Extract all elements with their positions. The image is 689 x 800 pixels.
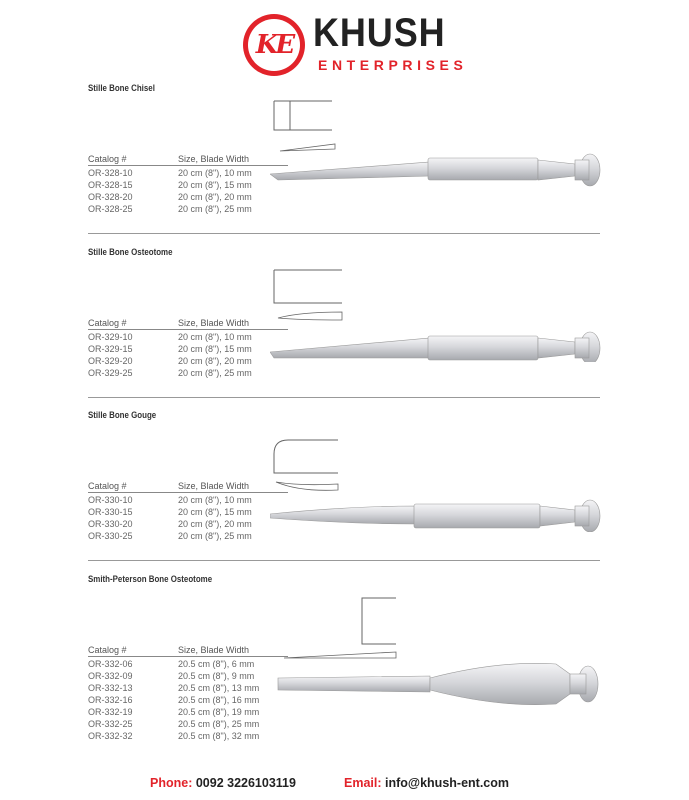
table-row <box>88 530 288 542</box>
logo-mark: KE <box>248 19 300 71</box>
size-value: 20.5 cm (8"), 13 mm <box>178 683 260 693</box>
catalog-number: OR-329-10 <box>88 332 133 342</box>
catalog-number: OR-328-25 <box>88 204 133 214</box>
phone-number: 0092 3226103119 <box>195 776 296 790</box>
size-value: 20 cm (8"), 20 mm <box>178 356 252 366</box>
table-row <box>88 179 288 191</box>
catalog-header: Catalog # <box>88 481 127 491</box>
size-header: Size, Blade Width <box>178 481 250 491</box>
catalog-header: Catalog # <box>88 645 127 655</box>
size-value: 20 cm (8"), 15 mm <box>178 180 252 190</box>
size-value: 20.5 cm (8"), 16 mm <box>178 695 260 705</box>
section-divider <box>88 233 600 234</box>
catalog-table-gouge <box>88 480 288 542</box>
table-header <box>88 153 288 166</box>
size-value: 20.5 cm (8"), 32 mm <box>178 731 260 741</box>
catalog-number: OR-332-09 <box>88 671 133 681</box>
size-value: 20 cm (8"), 25 mm <box>178 204 252 214</box>
catalog-number: OR-332-32 <box>88 731 133 741</box>
table-row <box>88 670 288 682</box>
size-value: 20.5 cm (8"), 6 mm <box>178 659 255 669</box>
table-row <box>88 343 288 355</box>
footer-phone <box>150 776 296 790</box>
catalog-number: OR-332-25 <box>88 719 133 729</box>
section-title-osteotome: Stille Bone Osteotome <box>88 247 173 257</box>
catalog-number: OR-330-25 <box>88 531 133 541</box>
catalog-number: OR-332-06 <box>88 659 133 669</box>
section-title-chisel: Stille Bone Chisel <box>88 83 155 93</box>
catalog-number: OR-328-10 <box>88 168 133 178</box>
size-value: 20 cm (8"), 25 mm <box>178 368 252 378</box>
osteotome-instrument-image <box>270 262 610 362</box>
table-row <box>88 706 288 718</box>
table-row <box>88 191 288 203</box>
table-row <box>88 494 288 506</box>
catalog-header: Catalog # <box>88 154 127 164</box>
table-row <box>88 367 288 379</box>
size-value: 20.5 cm (8"), 9 mm <box>178 671 255 681</box>
footer-email <box>344 776 509 790</box>
catalog-table-smith-peterson <box>88 644 288 742</box>
table-header <box>88 317 288 330</box>
table-header <box>88 644 288 657</box>
phone-label: Phone: <box>150 776 193 790</box>
size-value: 20 cm (8"), 10 mm <box>178 168 252 178</box>
size-header: Size, Blade Width <box>178 154 250 164</box>
section-title-smith-peterson: Smith-Peterson Bone Osteotome <box>88 574 213 584</box>
table-row <box>88 331 288 343</box>
chisel-instrument-image <box>270 96 610 196</box>
brand-subtitle: ENTERPRISES <box>318 57 468 73</box>
email-label: Email: <box>344 776 382 790</box>
table-row <box>88 203 288 215</box>
section-divider <box>88 560 600 561</box>
size-value: 20 cm (8"), 20 mm <box>178 519 252 529</box>
table-row <box>88 518 288 530</box>
smith-peterson-instrument-image <box>270 594 610 724</box>
size-value: 20 cm (8"), 20 mm <box>178 192 252 202</box>
email-address[interactable]: info@khush-ent.com <box>385 776 509 790</box>
brand-name: KHUSH <box>313 11 446 55</box>
catalog-number: OR-330-10 <box>88 495 133 505</box>
gouge-instrument-image <box>270 432 610 532</box>
table-row <box>88 658 288 670</box>
table-row <box>88 506 288 518</box>
catalog-number: OR-329-20 <box>88 356 133 366</box>
catalog-number: OR-329-15 <box>88 344 133 354</box>
catalog-header: Catalog # <box>88 318 127 328</box>
table-row <box>88 682 288 694</box>
size-value: 20 cm (8"), 25 mm <box>178 531 252 541</box>
catalog-number: OR-332-19 <box>88 707 133 717</box>
section-title-gouge: Stille Bone Gouge <box>88 410 157 420</box>
size-value: 20 cm (8"), 10 mm <box>178 332 252 342</box>
catalog-table-osteotome <box>88 317 288 379</box>
table-header <box>88 480 288 493</box>
table-row <box>88 718 288 730</box>
table-row <box>88 694 288 706</box>
size-header: Size, Blade Width <box>178 645 250 655</box>
table-row <box>88 355 288 367</box>
size-value: 20 cm (8"), 15 mm <box>178 507 252 517</box>
size-value: 20.5 cm (8"), 25 mm <box>178 719 260 729</box>
table-row <box>88 167 288 179</box>
size-value: 20.5 cm (8"), 19 mm <box>178 707 260 717</box>
catalog-number: OR-329-25 <box>88 368 133 378</box>
catalog-number: OR-330-20 <box>88 519 133 529</box>
catalog-number: OR-328-15 <box>88 180 133 190</box>
logo-badge <box>243 14 305 76</box>
size-header: Size, Blade Width <box>178 318 250 328</box>
size-value: 20 cm (8"), 15 mm <box>178 344 252 354</box>
catalog-table-chisel <box>88 153 288 215</box>
catalog-number: OR-330-15 <box>88 507 133 517</box>
catalog-number: OR-332-16 <box>88 695 133 705</box>
catalog-number: OR-328-20 <box>88 192 133 202</box>
catalog-number: OR-332-13 <box>88 683 133 693</box>
size-value: 20 cm (8"), 10 mm <box>178 495 252 505</box>
table-row <box>88 730 288 742</box>
section-divider <box>88 397 600 398</box>
